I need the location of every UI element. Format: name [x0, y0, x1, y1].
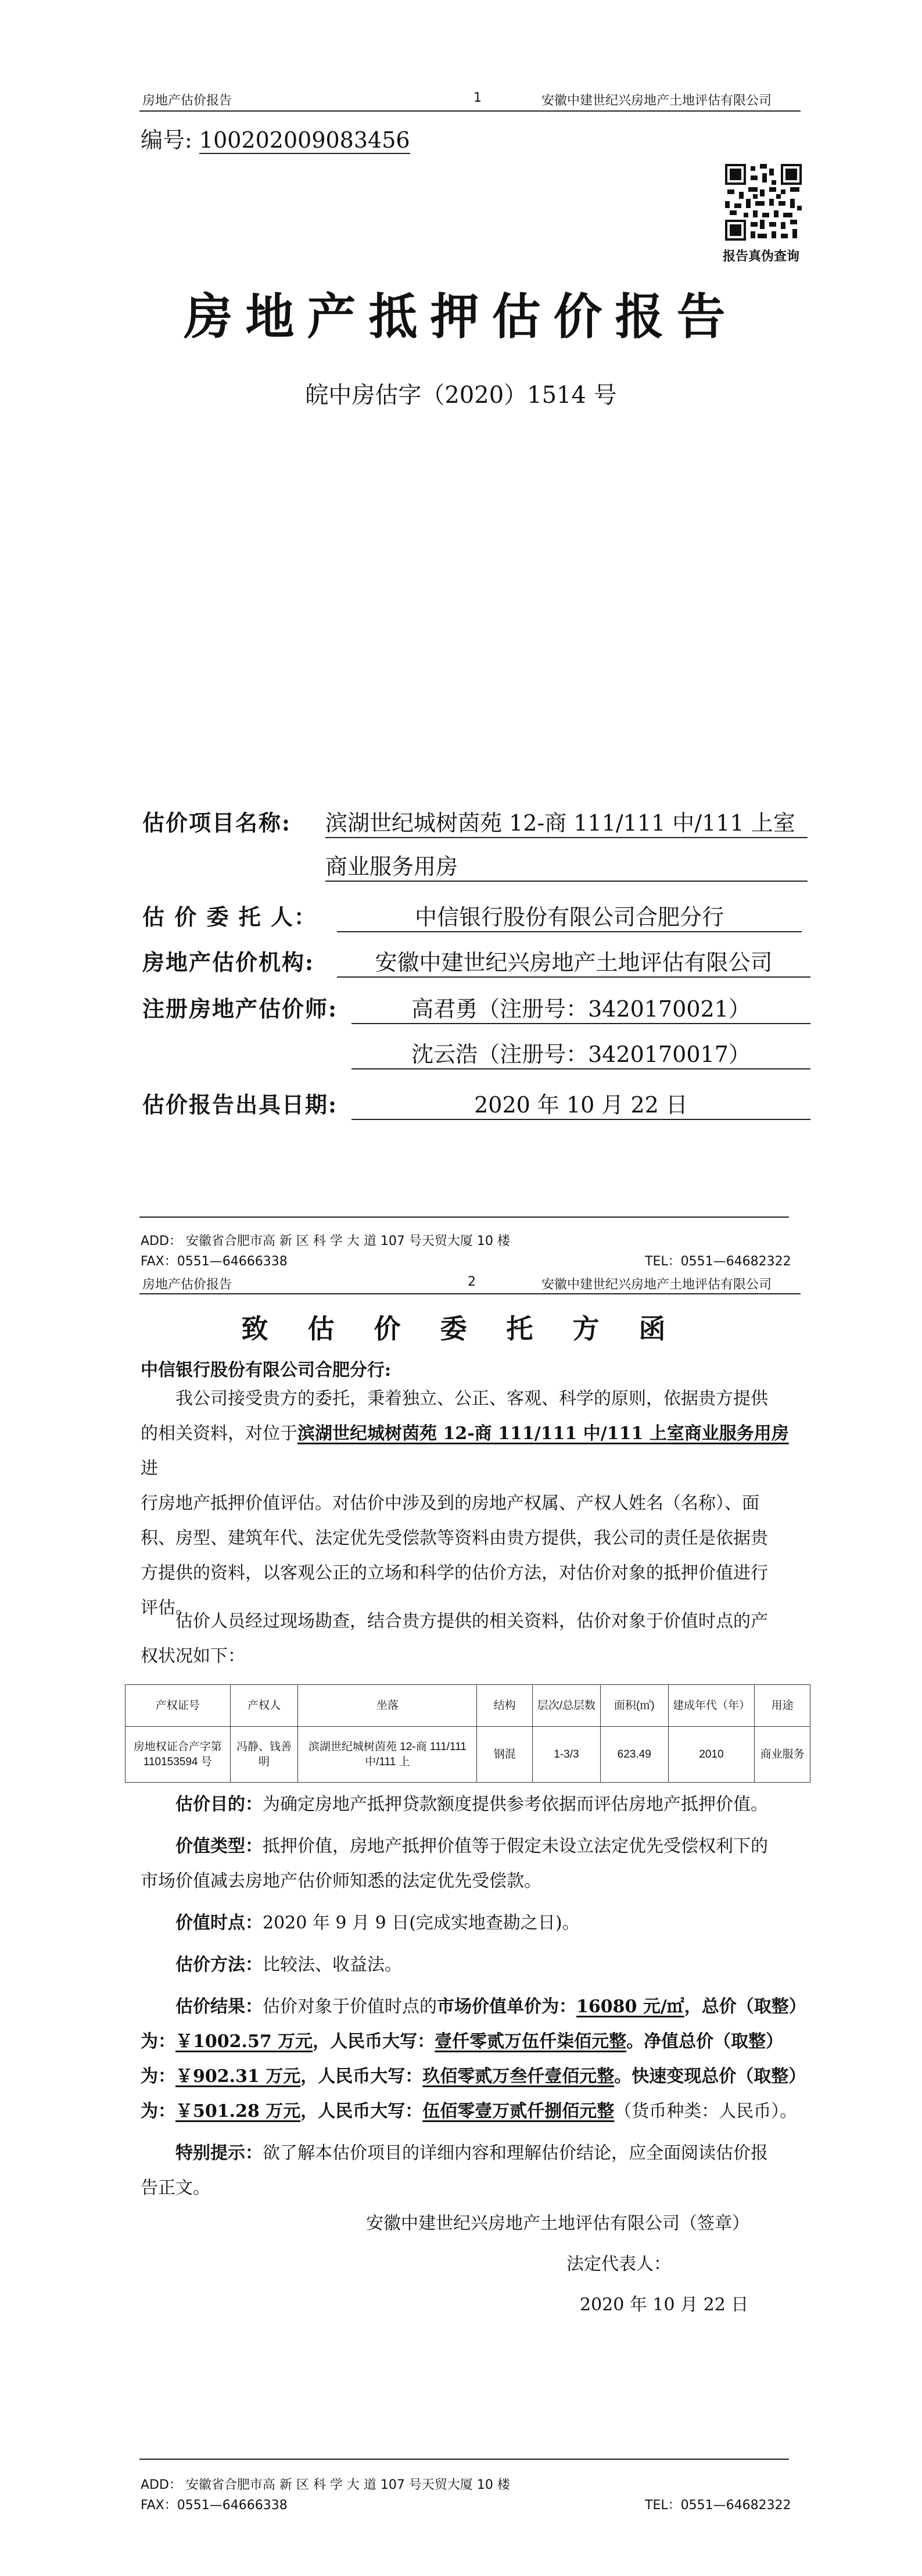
table-header-cell: 产权证号 [125, 1685, 231, 1727]
property-address-highlight: 滨湖世纪城树茵苑 12-商 111/111 中/111 上室商业服务用房 [297, 1423, 789, 1444]
para1-line-f: 评估。 [141, 1598, 193, 1618]
serial-label: 编号: [141, 127, 192, 153]
currency-note: （货币种类：人民币）。 [614, 2101, 798, 2121]
para1-line-d: 积、房型、建筑年代、法定优先受偿款等资料由贵方提供，我公司的责任是依据贵 [141, 1528, 768, 1548]
quick-sale-chinese: 伍佰零壹万贰仟捌佰元整 [422, 2101, 615, 2121]
client-value: 中信银行股份有限公司合肥分行 [337, 899, 802, 932]
document-number: 皖中房估字（2020）1514 号 [305, 382, 617, 409]
value-type-line-2: 市场价值减去房地产估价师知悉的法定优先受偿款。 [141, 1871, 541, 1891]
signature-representative: 法定代表人： [566, 2254, 671, 2274]
page2-header-rule [139, 1293, 801, 1294]
letter-addressee: 中信银行股份有限公司合肥分行: [141, 1360, 392, 1380]
serial-line [141, 122, 410, 154]
result-4a: 为： [141, 2101, 175, 2121]
para1-b-text: 的相关资料，对位于 [141, 1423, 297, 1444]
table-cell: 2010 [668, 1727, 755, 1783]
result-line-1 [141, 1990, 809, 2024]
letter-paragraph-1 [141, 1382, 803, 1626]
letter-details [141, 1787, 809, 2206]
tip-line-1 [141, 2136, 809, 2171]
qr-caption: 报告真伪查询 [723, 249, 800, 264]
client-label: 估 价 委 托 人： [142, 904, 317, 930]
result-4c: ，人民币大写： [300, 2101, 423, 2121]
letter-paragraph-2 [141, 1604, 803, 1674]
table-header-cell: 用途 [755, 1685, 810, 1727]
letter-title: 致 估 价 委 托 方 函 [241, 1313, 681, 1344]
para2-line-b: 权状况如下： [141, 1646, 245, 1666]
page1-footer-tel: TEL：0551—64682322 [645, 1254, 791, 1269]
project-name-value-line1: 滨湖世纪城树茵苑 12-商 111/111 中/111 上室 [325, 805, 808, 838]
project-name-label: 估价项目名称: [142, 810, 292, 836]
result-2a: 为： [141, 2031, 175, 2052]
purpose-line [141, 1787, 809, 1822]
result-label: 估价结果： [175, 1997, 263, 2017]
table-header-cell: 层次/总层数 [533, 1685, 601, 1727]
serial-number: 100202009083456 [199, 127, 410, 153]
page2-header-page-number: 2 [468, 1275, 476, 1289]
table-cell: 623.49 [600, 1727, 668, 1783]
para1-b-end: 进 [141, 1458, 158, 1479]
page1-header-left: 房地产估价报告 [142, 94, 232, 108]
tip-text-1: 欲了解本估价项目的详细内容和理解估价结论，应全面阅读估价报 [263, 2143, 768, 2163]
result-3e: 。快速变现总价（取整） [614, 2066, 806, 2087]
result-line-4 [141, 2094, 809, 2129]
para1-line-b [141, 1416, 803, 1486]
appraiser-1: 高君勇（注册号：3420170021） [351, 991, 810, 1024]
value-time-line [141, 1906, 809, 1941]
page2-footer-fax: FAX：0551—64666338 [141, 2498, 288, 2513]
page2-footer-rule [139, 2459, 789, 2460]
para1-line-a: 我公司接受贵方的委托，秉着独立、公正、客观、科学的原则，依据贵方提供 [175, 1389, 768, 1409]
value-type-text-1: 抵押价值，房地产抵押价值等于假定未设立法定优先受偿权利下的 [263, 1836, 768, 1856]
result-2e: 。净值总价（取整） [626, 2031, 784, 2052]
para1-line-c: 行房地产抵押价值评估。对估价中涉及到的房地产权属、产权人姓名（名称）、面 [141, 1493, 759, 1514]
table-header-row [125, 1685, 810, 1727]
method-label: 估价方法： [175, 1955, 263, 1975]
agency-value: 安徽中建世纪兴房地产土地评估有限公司 [337, 944, 810, 978]
result-line-2 [141, 2024, 809, 2059]
page2-footer-tel: TEL：0551—64682322 [645, 2498, 791, 2513]
method-text: 比较法、收益法。 [263, 1955, 402, 1975]
table-header-cell: 建成年代（年） [668, 1685, 755, 1727]
appraiser-2: 沈云浩（注册号：3420170017） [351, 1036, 810, 1069]
page1-footer-address: ADD： 安徽省合肥市高 新 区 科 学 大 道 107 号天贸大厦 10 楼 [141, 1234, 510, 1248]
result-1d: ，总价（取整） [684, 1997, 806, 2017]
table-cell: 商业服务 [755, 1727, 810, 1783]
agency-label: 房地产估价机构: [142, 949, 315, 975]
quick-sale-value: ￥501.28 万元 [175, 2101, 301, 2121]
table-cell: 冯静、钱善明 [230, 1727, 298, 1783]
table-header-cell: 坐落 [298, 1685, 477, 1727]
table-header-cell: 结构 [477, 1685, 533, 1727]
main-title: 房地产抵押估价报告 [184, 288, 738, 345]
tip-label: 特别提示： [175, 2143, 263, 2163]
net-price-value: ￥902.31 万元 [175, 2066, 301, 2087]
table-row [125, 1727, 810, 1783]
result-1a: 估价对象于价值时点的 [263, 1997, 437, 2017]
page1-header-right: 安徽中建世纪兴房地产土地评估有限公司 [541, 94, 772, 108]
result-1b: 市场价值单价为： [437, 1997, 576, 2017]
value-time-text: 2020 年 9 月 9 日(完成实地查勘之日)。 [263, 1913, 580, 1933]
value-type-label: 价值类型： [175, 1836, 263, 1856]
signature-company: 安徽中建世纪兴房地产土地评估有限公司（签章） [366, 2213, 749, 2234]
project-name-value-line2: 商业服务用房 [325, 849, 808, 882]
table-cell: 钢混 [477, 1727, 533, 1783]
table-cell: 房地权证合产字第 110153594 号 [125, 1727, 231, 1783]
result-2c: ，人民币大写： [313, 2031, 435, 2052]
purpose-label: 估价目的： [175, 1794, 263, 1815]
table-cell: 1-3/3 [533, 1727, 601, 1783]
appraiser-label: 注册房地产估价师: [142, 996, 338, 1022]
table-cell: 滨湖世纪城树茵苑 12-商 111/111 中/111 上 [298, 1727, 477, 1783]
page2-header-left: 房地产估价报告 [142, 1278, 232, 1292]
tip-line-2: 告正文。 [141, 2178, 210, 2198]
value-time-label: 价值时点： [175, 1913, 263, 1933]
report-date-value: 2020 年 10 月 22 日 [351, 1087, 810, 1120]
page2-footer-address: ADD： 安徽省合肥市高 新 区 科 学 大 道 107 号天贸大厦 10 楼 [141, 2478, 510, 2492]
qr-code-icon[interactable] [725, 164, 802, 241]
page1-footer-fax: FAX：0551—64666338 [141, 1254, 288, 1269]
result-line-3 [141, 2059, 809, 2094]
property-rights-table [125, 1684, 810, 1783]
total-price-value: ￥1002.57 万元 [175, 2031, 313, 2052]
table-header-cell: 面积(㎡) [600, 1685, 668, 1727]
page1-header-page-number: 1 [473, 91, 482, 105]
value-type-line-1 [141, 1829, 809, 1864]
unit-price-value: 16080 元/㎡ [576, 1997, 684, 2017]
method-line [141, 1948, 809, 1983]
para1-line-e: 方提供的资料，以客观公正的立场和科学的估价方法，对估价对象的抵押价值进行 [141, 1563, 768, 1583]
signature-date: 2020 年 10 月 22 日 [580, 2295, 749, 2315]
total-price-chinese: 壹仟零贰万伍仟柒佰元整 [435, 2031, 627, 2052]
page1-header-rule [139, 110, 801, 112]
page2-header-right: 安徽中建世纪兴房地产土地评估有限公司 [541, 1278, 772, 1292]
purpose-text: 为确定房地产抵押贷款额度提供参考依据而评估房地产抵押价值。 [263, 1794, 768, 1815]
report-date-label: 估价报告出具日期: [142, 1092, 338, 1118]
net-price-chinese: 玖佰零贰万叁仟壹佰元整 [422, 2066, 615, 2087]
para2-line-a: 估价人员经过现场勘查，结合贵方提供的相关资料，估价对象于价值时点的产 [175, 1611, 768, 1632]
table-header-cell: 产权人 [230, 1685, 298, 1727]
result-3a: 为： [141, 2066, 175, 2087]
result-3c: ，人民币大写： [300, 2066, 423, 2087]
page1-footer-rule [139, 1217, 789, 1218]
